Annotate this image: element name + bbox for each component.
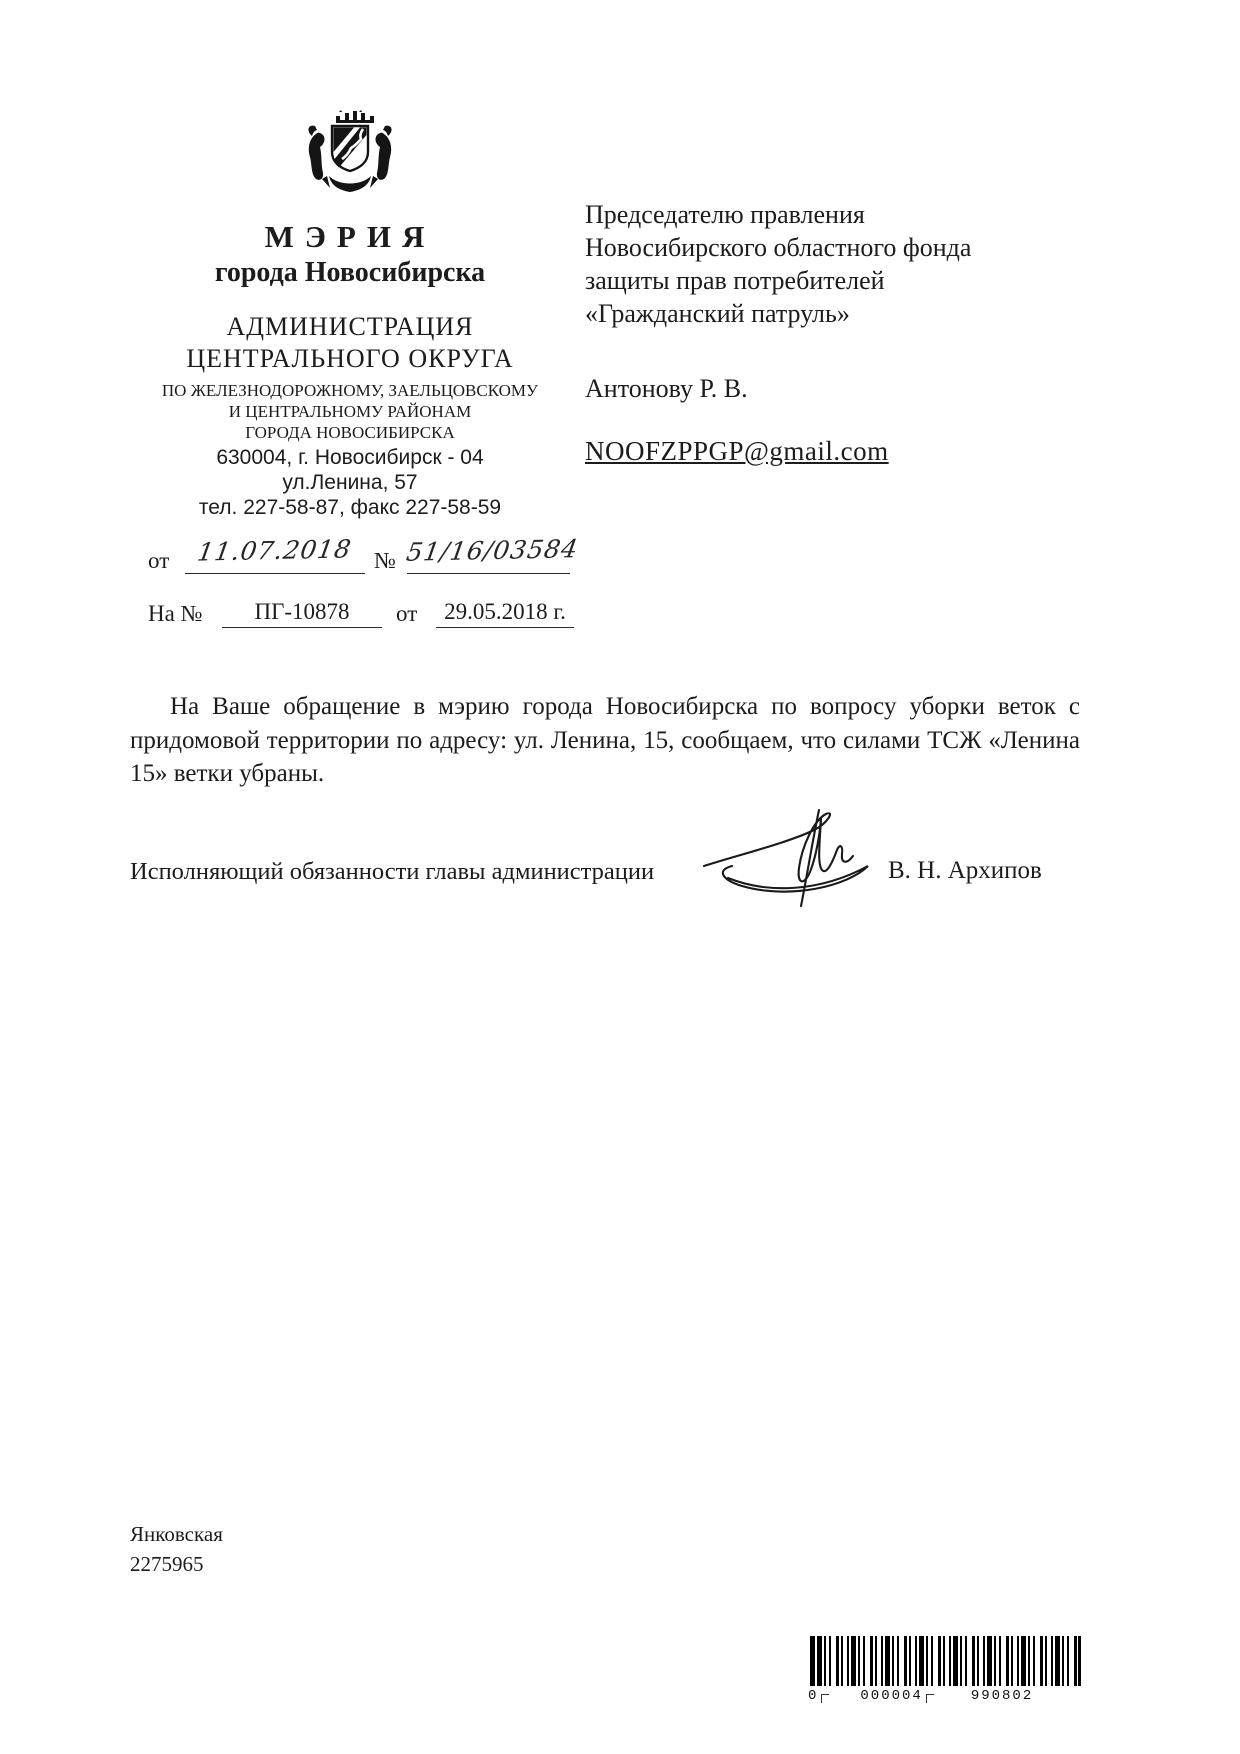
outgoing-date-handwritten: 11.07.2018 [195,534,355,567]
novosibirsk-coat-of-arms-icon [302,110,398,202]
recipient-email: NOOFZPPGP@gmail.com [585,436,889,466]
outgoing-number-blank [404,534,581,574]
outgoing-date-label: от [148,548,170,573]
districts-line1: ПО ЖЕЛЕЗНОДОРОЖНОМУ, ЗАЕЛЬЦОВСКОМУ [161,381,539,400]
outgoing-number-handwritten: 51/16/03584 [404,534,581,567]
recipient-block [585,198,1005,330]
admin-line2: ЦЕНТРАЛЬНОГО ОКРУГА [186,344,514,373]
outgoing-date-blank [185,536,365,574]
barcode-digits [810,1688,1075,1704]
barcode-bars [810,1636,1081,1686]
incoming-date-label: от [396,601,418,626]
org-name-line1: МЭРИЯ [264,219,436,254]
recipient-line: Новосибирского областного фонда [585,233,972,262]
org-name-line2: города Новосибирска [214,257,486,288]
recipient-line: защиты прав потребителей [585,266,885,295]
barcode-digit-group: 990802 [970,1688,1034,1704]
incoming-number-blank: ПГ-10878 [222,599,382,628]
postal-address: 630004, г. Новосибирск - 04 [216,446,484,469]
executor-phone: 2275965 [130,1552,204,1576]
districts-line2: И ЦЕНТРАЛЬНОМУ РАЙОНАМ [228,402,472,421]
executor-name: Янковская [130,1522,223,1546]
signer-title: Исполняющий обязанности главы администрации [130,858,655,885]
admin-line1: АДМИНИСТРАЦИЯ [226,312,474,341]
letter-body-paragraph: На Ваше обращение в мэрию города Новосибирска по вопросу уборки веток с придомовой территории по адресу: ул. Ленина, 15, сообщаем, что силами ТСЖ «Ленина 15» ветки убраны. [130,693,1080,787]
barcode-tick-mark [821,1694,829,1703]
barcode-digit-group: 000004 [860,1688,923,1704]
barcode-tick-mark [926,1694,934,1703]
outgoing-number-label: № [374,548,396,573]
barcode-digit-group: 0 [808,1688,819,1704]
incoming-ref-label: На № [148,601,203,626]
street-address: ул.Ленина, 57 [282,471,418,494]
districts-line3: ГОРОДА НОВОСИБИРСКА [245,423,455,442]
recipient-line: «Гражданский патруль» [585,299,850,328]
handwritten-signature-icon [698,806,888,914]
incoming-date-blank: 29.05.2018 г. [436,599,574,628]
phone-fax: тел. 227-58-87, факс 227-58-59 [198,496,502,519]
signer-name: В. Н. Архипов [888,857,1042,884]
document-barcode [810,1636,1075,1708]
recipient-line: Председателю правления [585,200,865,229]
recipient-name: Антонову Р. В. [585,374,748,403]
